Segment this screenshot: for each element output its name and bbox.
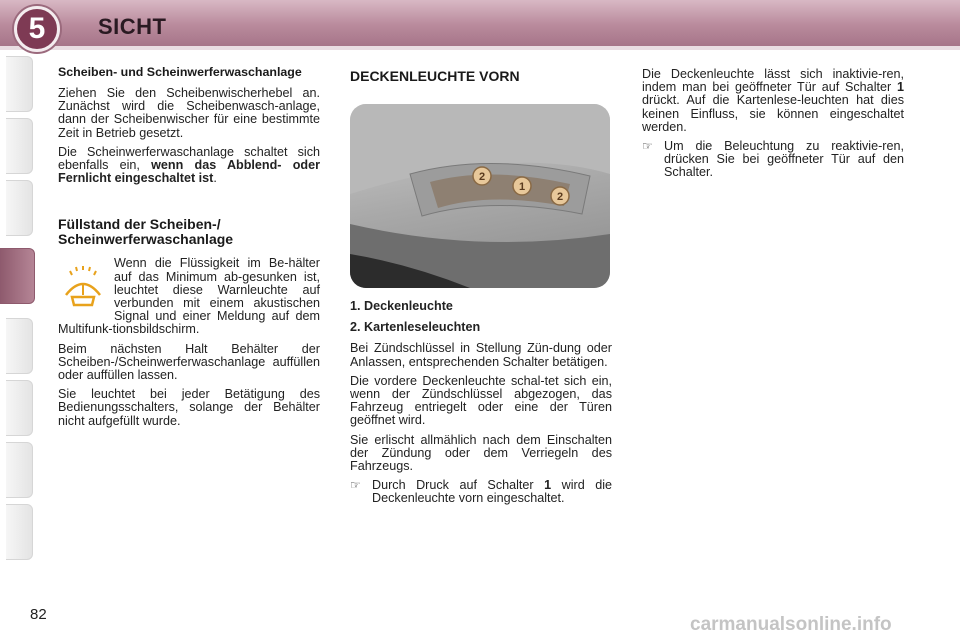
paragraph-washer-use: Ziehen Sie den Scheibenwischerhebel an. Zunächst wird die Scheibenwasch-anlage, dann der Scheibenwischer für eine bestimmte Zeit in Betrieb gesetzt. bbox=[58, 86, 320, 140]
paragraph-switch: Bei Zündschlüssel in Stellung Zün-dung oder Anlassen, entsprechenden Schalter betätigen. bbox=[350, 341, 612, 369]
column-right bbox=[642, 68, 904, 186]
chapter-tabs bbox=[0, 56, 36, 576]
column-middle bbox=[350, 300, 612, 512]
section-title-front-light: DECKENLEUCHTE VORN bbox=[350, 68, 520, 84]
heading-fluid-level: Füllstand der Scheiben-/ Scheinwerferwaschanlage bbox=[58, 216, 234, 248]
paragraph-auto-on: Die vordere Deckenleuchte schal-tet sich ein, wenn der Zündschlüssel abgezogen, das Fahrzeug entriegelt oder eine der Türen geöffnet wird. bbox=[350, 373, 612, 428]
callout-label-right: 2 bbox=[556, 191, 564, 203]
paragraph-fluid-warning: Wenn die Flüssigkeit im Be-hälter auf das Minimum ab-gesunken ist, leuchtet diese Warnleuchte auf verbunden mit einem akustischen Signal und einer Meldung auf dem Multifunk-tionsbildschirm. bbox=[58, 256, 320, 337]
paragraph-refill: Beim nächsten Halt Behälter der Scheiben-/Scheinwerferwaschanlage auffüllen oder auffüllen lassen. bbox=[58, 341, 320, 383]
column-left bbox=[58, 66, 320, 434]
pointing-hand-icon: ☞ bbox=[350, 478, 361, 493]
chapter-tab-3[interactable] bbox=[6, 180, 33, 236]
chapter-tab-7[interactable] bbox=[6, 442, 33, 498]
washer-fluid-warning-icon bbox=[58, 261, 108, 311]
chapter-tab-5[interactable] bbox=[6, 318, 33, 374]
callout-label-center: 1 bbox=[518, 181, 526, 193]
page-number: 82 bbox=[30, 606, 47, 623]
chapter-tab-1[interactable] bbox=[6, 56, 33, 112]
header-divider bbox=[0, 46, 960, 50]
ceiling-light-photo bbox=[350, 104, 610, 288]
callout-label-left: 2 bbox=[478, 171, 486, 183]
watermark: carmanualsonline.info bbox=[690, 614, 892, 635]
chapter-tab-active[interactable] bbox=[0, 248, 35, 304]
chapter-tab-6[interactable] bbox=[6, 380, 33, 436]
page-title: SICHT bbox=[98, 14, 167, 39]
paragraph-headlamp-washer: Die Scheinwerferwaschanlage schaltet sich ebenfalls ein, wenn das Abblend- oder Fernlicht eingeschaltet ist. bbox=[58, 144, 320, 186]
chapter-badge: 5 bbox=[14, 6, 60, 52]
pointing-hand-icon: ☞ bbox=[642, 139, 653, 154]
paragraph-fade-out: Sie erlischt allmählich nach dem Einschalten der Zündung oder dem Verriegeln des Fahrzeugs. bbox=[350, 432, 612, 474]
bullet-reactivate: ☞ Um die Beleuchtung zu reaktivie-ren, drücken Sie bei geöffneter Tür auf den Schalter. bbox=[642, 139, 904, 180]
bullet-switch-on: ☞ Durch Druck auf Schalter 1 wird die Deckenleuchte vorn eingeschaltet. bbox=[350, 478, 612, 506]
chapter-tab-2[interactable] bbox=[6, 118, 33, 174]
paragraph-deactivate: Die Deckenleuchte lässt sich inaktivie-ren, indem man bei geöffneter Tür auf Schalter 1 drückt. Auf die Kartenlese-leuchten hat dies keinen Einfluss, sie können eingeschaltet werden. bbox=[642, 67, 904, 134]
legend-item-2: 2. Kartenleseleuchten bbox=[350, 320, 481, 335]
paragraph-lights-on-use: Sie leuchtet bei jeder Betätigung des Bedienungsschalters, solange der Behälter nicht aufgefüllt wurde. bbox=[58, 387, 320, 428]
legend-item-1: 1. Deckenleuchte bbox=[350, 299, 453, 313]
chapter-tab-8[interactable] bbox=[6, 504, 33, 560]
heading-washer: Scheiben- und Scheinwerferwaschanlage bbox=[58, 65, 302, 79]
ceiling-light-illustration bbox=[350, 104, 610, 288]
